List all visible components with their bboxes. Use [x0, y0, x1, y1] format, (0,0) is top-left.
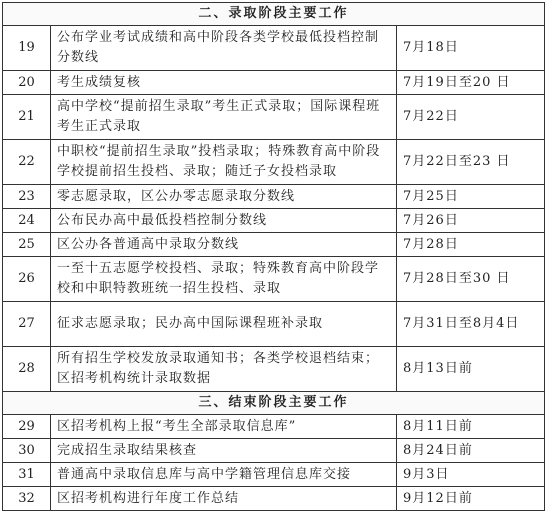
table-row [3, 233, 545, 257]
section-title: 二、录取阶段主要工作 [3, 3, 545, 26]
table-row [3, 347, 545, 392]
table-row [3, 415, 545, 439]
row-number: 19 [3, 26, 51, 71]
section-header-row [3, 392, 545, 415]
row-date: 9月12日前 [397, 487, 545, 511]
row-item: 区招考机构进行年度工作总结 [51, 487, 397, 511]
row-date: 7月19日至20 日 [397, 71, 545, 95]
row-number: 20 [3, 71, 51, 95]
row-item: 区招考机构上报“考生全部录取信息库” [51, 415, 397, 439]
row-date: 7月22日 [397, 95, 545, 140]
row-item: 征求志愿录取；民办高中国际课程班补录取 [51, 302, 397, 347]
table-row [3, 257, 545, 302]
row-number: 27 [3, 302, 51, 347]
section-header-row [3, 3, 545, 26]
row-date: 9月3日 [397, 463, 545, 487]
row-item: 公布民办高中最低投档控制分数线 [51, 209, 397, 233]
row-date: 7月31日至8月4日 [397, 302, 545, 347]
row-item: 中职校“提前招生录取”投档录取；特殊教育高中阶段学校提前招生投档、录取；随迁子女投档录取 [51, 140, 397, 185]
row-number: 23 [3, 185, 51, 209]
row-item: 考生成绩复核 [51, 71, 397, 95]
row-item: 完成招生录取结果核查 [51, 439, 397, 463]
schedule-document [2, 2, 544, 511]
row-date: 7月18日 [397, 26, 545, 71]
table-row [3, 439, 545, 463]
row-number: 28 [3, 347, 51, 392]
row-number: 26 [3, 257, 51, 302]
table-row [3, 302, 545, 347]
row-date: 7月22日至23 日 [397, 140, 545, 185]
row-date: 7月28日至30 日 [397, 257, 545, 302]
row-number: 32 [3, 487, 51, 511]
row-number: 21 [3, 95, 51, 140]
row-number: 22 [3, 140, 51, 185]
table-row [3, 26, 545, 71]
row-item: 一至十五志愿学校投档、录取；特殊教育高中阶段学校和中职特教班统一招生投档、录取 [51, 257, 397, 302]
table-row [3, 185, 545, 209]
row-number: 25 [3, 233, 51, 257]
row-item: 公布学业考试成绩和高中阶段各类学校最低投档控制分数线 [51, 26, 397, 71]
row-date: 8月24日前 [397, 439, 545, 463]
row-number: 29 [3, 415, 51, 439]
row-date: 7月25日 [397, 185, 545, 209]
row-number: 24 [3, 209, 51, 233]
row-item: 高中学校“提前招生录取”考生正式录取；国际课程班考生正式录取 [51, 95, 397, 140]
row-number: 31 [3, 463, 51, 487]
row-date: 8月13日前 [397, 347, 545, 392]
row-item: 零志愿录取，区公办零志愿录取分数线 [51, 185, 397, 209]
table-row [3, 209, 545, 233]
row-date: 8月11日前 [397, 415, 545, 439]
table-row [3, 71, 545, 95]
table-row [3, 140, 545, 185]
table-row [3, 95, 545, 140]
row-item: 区公办各普通高中录取分数线 [51, 233, 397, 257]
section-title: 三、结束阶段主要工作 [3, 392, 545, 415]
row-item: 所有招生学校发放录取通知书；各类学校退档结束；区招考机构统计录取数据 [51, 347, 397, 392]
row-number: 30 [3, 439, 51, 463]
schedule-table [2, 2, 545, 511]
row-date: 7月26日 [397, 209, 545, 233]
row-date: 7月28日 [397, 233, 545, 257]
table-row [3, 487, 545, 511]
row-item: 普通高中录取信息库与高中学籍管理信息库交接 [51, 463, 397, 487]
table-row [3, 463, 545, 487]
